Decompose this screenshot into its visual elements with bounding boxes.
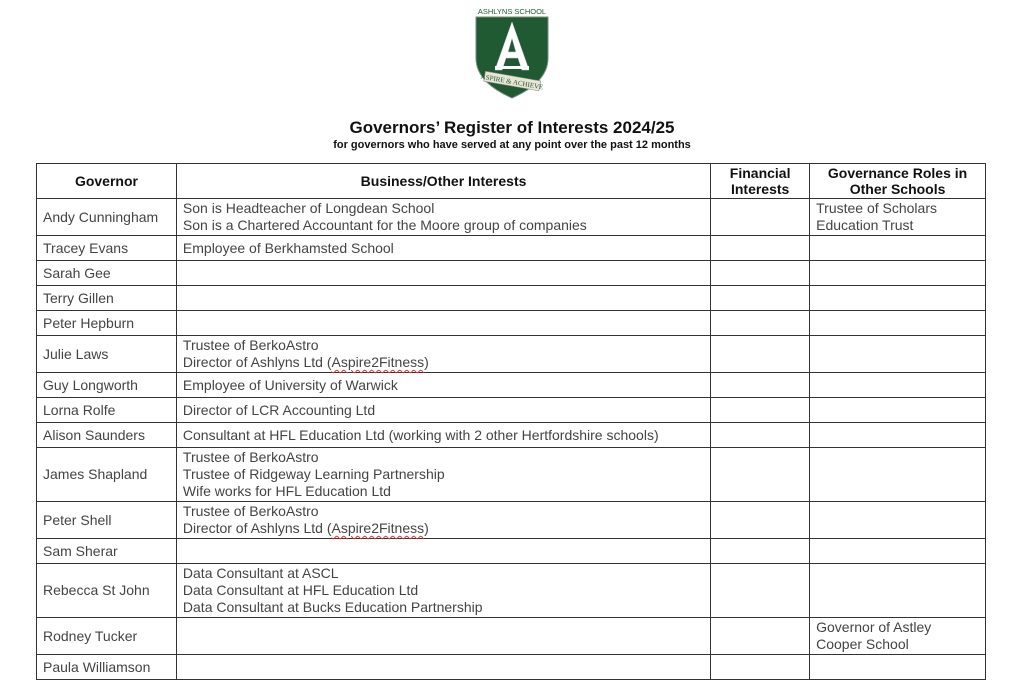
financial-interests <box>711 539 810 564</box>
financial-interests <box>711 199 810 236</box>
svg-text:ASPIRE & ACHIEVE: ASPIRE & ACHIEVE <box>480 72 544 92</box>
governance-roles <box>810 311 986 336</box>
business-interests <box>176 618 710 655</box>
header-governor: Governor <box>37 164 177 199</box>
governance-roles: Trustee of Scholars Education Trust <box>810 199 986 236</box>
business-interests: Trustee of BerkoAstro Director of Ashlyns Ltd (Aspire2Fitness) <box>176 336 710 373</box>
financial-interests <box>711 655 810 680</box>
table-row <box>37 236 986 261</box>
financial-interests <box>711 423 810 448</box>
business-interests <box>176 539 710 564</box>
header-business: Business/Other Interests <box>176 164 710 199</box>
governance-roles <box>810 655 986 680</box>
business-interests <box>176 655 710 680</box>
svg-text:ASHLYNS SCHOOL: ASHLYNS SCHOOL <box>477 7 547 16</box>
governance-roles <box>810 261 986 286</box>
governor-name: Sarah Gee <box>37 261 177 286</box>
governor-name: Alison Saunders <box>37 423 177 448</box>
table-row <box>37 311 986 336</box>
business-interests: Employee of University of Warwick <box>176 373 710 398</box>
table-row <box>37 423 986 448</box>
table-row <box>37 199 986 236</box>
financial-interests <box>711 564 810 618</box>
table-row <box>37 398 986 423</box>
business-interests: Trustee of BerkoAstro Trustee of Ridgeway Learning Partnership Wife works for HFL Education Ltd <box>176 448 710 502</box>
document-subtitle: for governors who have served at any point over the past 12 months <box>333 139 691 151</box>
governor-name: Guy Longworth <box>37 373 177 398</box>
table-row <box>37 448 986 502</box>
business-interests: Son is Headteacher of Longdean School Son is a Chartered Accountant for the Moore group of companies <box>176 199 710 236</box>
financial-interests <box>711 311 810 336</box>
governor-name: Paula Williamson <box>37 655 177 680</box>
governor-name: Peter Shell <box>37 502 177 539</box>
governor-name: Andy Cunningham <box>37 199 177 236</box>
table-row <box>37 261 986 286</box>
financial-interests <box>711 373 810 398</box>
governance-roles <box>810 539 986 564</box>
business-interests <box>176 311 710 336</box>
business-interests <box>176 261 710 286</box>
financial-interests <box>711 286 810 311</box>
business-interests: Director of LCR Accounting Ltd <box>176 398 710 423</box>
school-crest-logo <box>468 6 556 100</box>
governor-name: Peter Hepburn <box>37 311 177 336</box>
financial-interests <box>711 398 810 423</box>
financial-interests <box>711 261 810 286</box>
governance-roles <box>810 564 986 618</box>
table-row <box>37 286 986 311</box>
table-row <box>37 564 986 618</box>
governance-roles <box>810 398 986 423</box>
business-interests: Consultant at HFL Education Ltd (working with 2 other Hertfordshire schools) <box>176 423 710 448</box>
governance-roles <box>810 373 986 398</box>
governance-roles <box>810 502 986 539</box>
document-title: Governors’ Register of Interests 2024/25 <box>349 118 675 137</box>
governance-roles <box>810 336 986 373</box>
financial-interests <box>711 502 810 539</box>
governance-roles: Governor of Astley Cooper School <box>810 618 986 655</box>
governance-roles <box>810 286 986 311</box>
governor-name: Julie Laws <box>37 336 177 373</box>
governor-name: Terry Gillen <box>37 286 177 311</box>
governor-name: James Shapland <box>37 448 177 502</box>
governance-roles <box>810 423 986 448</box>
governor-name: Sam Sherar <box>37 539 177 564</box>
table-row <box>37 373 986 398</box>
business-interests: Trustee of BerkoAstro Director of Ashlyns Ltd (Aspire2Fitness) <box>176 502 710 539</box>
table-row <box>37 502 986 539</box>
table-row <box>37 655 986 680</box>
table-row <box>37 618 986 655</box>
governor-name: Tracey Evans <box>37 236 177 261</box>
business-interests: Employee of Berkhamsted School <box>176 236 710 261</box>
header-financial: Financial Interests <box>711 164 810 199</box>
governor-name: Rebecca St John <box>37 564 177 618</box>
financial-interests <box>711 336 810 373</box>
business-interests <box>176 286 710 311</box>
table-row <box>37 539 986 564</box>
governance-roles <box>810 448 986 502</box>
financial-interests <box>711 448 810 502</box>
header-roles: Governance Roles in Other Schools <box>810 164 986 199</box>
financial-interests <box>711 618 810 655</box>
governor-name: Lorna Rolfe <box>37 398 177 423</box>
financial-interests <box>711 236 810 261</box>
table-row <box>37 336 986 373</box>
business-interests: Data Consultant at ASCL Data Consultant at HFL Education Ltd Data Consultant at Bucks Education Partnership <box>176 564 710 618</box>
governance-roles <box>810 236 986 261</box>
register-table <box>36 163 986 680</box>
header-row <box>37 164 986 199</box>
governor-name: Rodney Tucker <box>37 618 177 655</box>
